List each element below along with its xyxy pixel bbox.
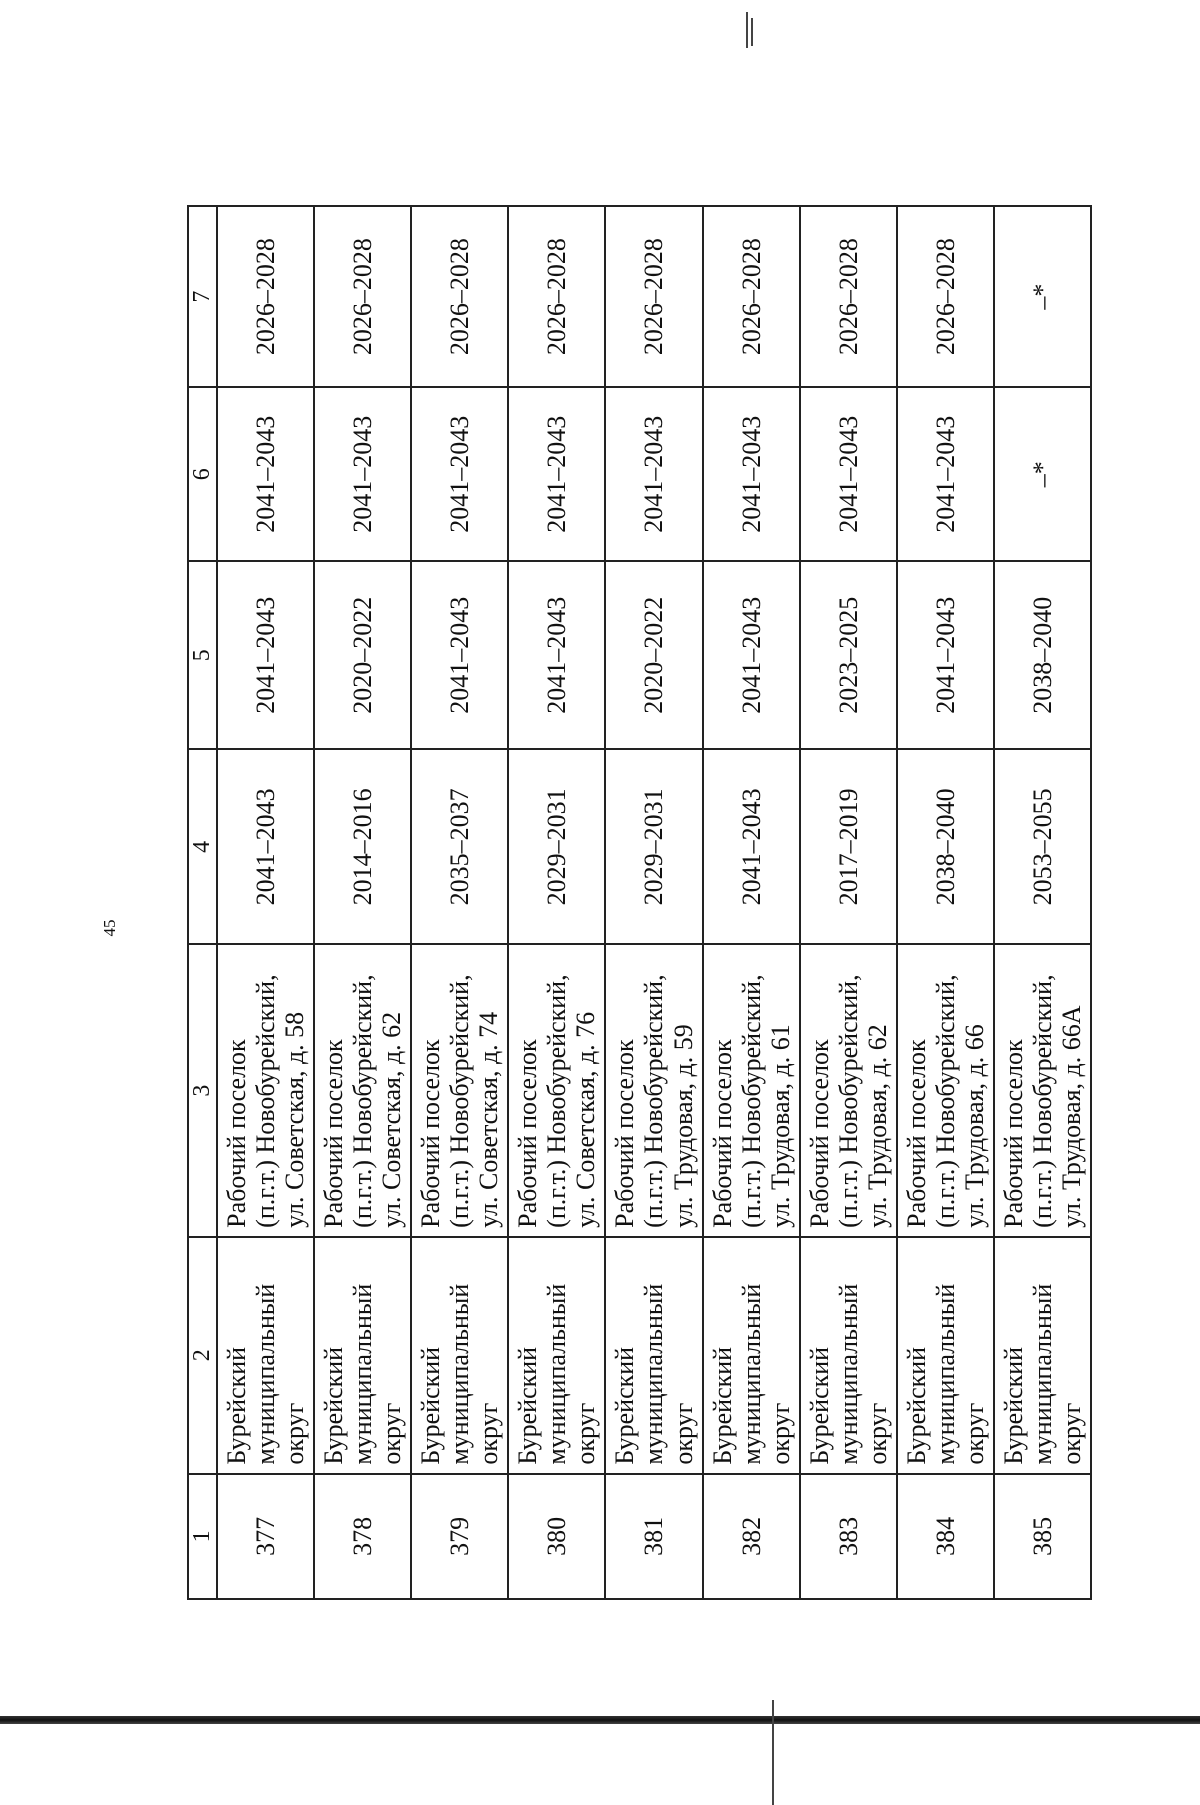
district-cell-line: Бурейский	[513, 1346, 543, 1465]
row-number-cell: 385	[994, 1474, 1091, 1599]
address-cell-line: (п.г.т.) Новобурейский,	[639, 974, 669, 1228]
address-cell-line: Рабочий поселок	[416, 1039, 446, 1228]
period-cell-col4: 2041–2043	[703, 749, 800, 944]
scan-tick-mark	[772, 1700, 774, 1805]
period-cell-col5: 2041–2043	[703, 561, 800, 749]
address-cell-line: Рабочий поселок	[221, 1039, 251, 1228]
address-cell	[605, 944, 702, 1237]
table-row	[508, 206, 605, 1599]
district-cell-line: Бурейский	[901, 1346, 931, 1465]
district-cell	[217, 1237, 314, 1474]
row-number-cell: 380	[508, 1474, 605, 1599]
document-table-container	[187, 205, 1092, 1600]
table-row	[800, 206, 897, 1599]
address-cell	[800, 944, 897, 1237]
period-cell-col5: 2041–2043	[508, 561, 605, 749]
district-cell-line: округ	[765, 1402, 795, 1465]
district-cell	[800, 1237, 897, 1474]
table-row	[314, 206, 411, 1599]
district-cell-line: Бурейский	[610, 1346, 640, 1465]
period-cell-col6: 2041–2043	[314, 387, 411, 561]
period-cell-col4: 2017–2019	[800, 749, 897, 944]
table-row	[411, 206, 508, 1599]
period-cell-col7: 2026–2028	[605, 206, 702, 387]
address-cell-line: Рабочий поселок	[998, 1039, 1028, 1228]
district-cell-line: муниципальный	[930, 1283, 960, 1465]
row-number-cell: 382	[703, 1474, 800, 1599]
district-cell-line: муниципальный	[445, 1283, 475, 1465]
page-number: 45	[100, 919, 119, 937]
scan-tick-mark	[751, 18, 753, 46]
district-cell-line: округ	[959, 1402, 989, 1465]
district-cell-line: округ	[377, 1402, 407, 1465]
address-cell-line: Рабочий поселок	[610, 1039, 640, 1228]
address-cell-line: ул. Советская, д. 76	[571, 1011, 601, 1228]
address-cell	[411, 944, 508, 1237]
period-cell-col7: –*	[994, 206, 1091, 387]
district-cell	[897, 1237, 994, 1474]
row-number-cell: 381	[605, 1474, 702, 1599]
row-number-cell: 378	[314, 1474, 411, 1599]
period-cell-col6: 2041–2043	[217, 387, 314, 561]
address-cell-line: ул. Трудовая, д. 61	[765, 1024, 795, 1228]
period-cell-col7: 2026–2028	[508, 206, 605, 387]
column-number: 5	[188, 561, 217, 749]
district-cell-line: Бурейский	[998, 1346, 1028, 1465]
address-cell-line: ул. Трудовая, д. 66А	[1057, 1005, 1087, 1228]
period-cell-col6: 2041–2043	[703, 387, 800, 561]
period-cell-col4: 2053–2055	[994, 749, 1091, 944]
table-row	[605, 206, 702, 1599]
row-number-cell: 377	[217, 1474, 314, 1599]
table-row	[994, 206, 1091, 1599]
district-cell	[605, 1237, 702, 1474]
district-cell-line: Бурейский	[707, 1346, 737, 1465]
period-cell-col6: 2041–2043	[508, 387, 605, 561]
district-cell-line: округ	[862, 1402, 892, 1465]
address-cell-line: Рабочий поселок	[901, 1039, 931, 1228]
column-number: 2	[188, 1237, 217, 1474]
address-cell	[217, 944, 314, 1237]
period-cell-col6: 2041–2043	[605, 387, 702, 561]
period-cell-col7: 2026–2028	[800, 206, 897, 387]
district-cell-line: округ	[668, 1402, 698, 1465]
address-cell-line: (п.г.т.) Новобурейский,	[833, 974, 863, 1228]
row-number-cell: 384	[897, 1474, 994, 1599]
period-cell-col5: 2038–2040	[994, 561, 1091, 749]
period-cell-col5: 2041–2043	[411, 561, 508, 749]
period-cell-col7: 2026–2028	[217, 206, 314, 387]
period-cell-col4: 2029–2031	[508, 749, 605, 944]
period-cell-col5: 2020–2022	[605, 561, 702, 749]
rotated-table-wrapper	[187, 205, 1092, 1600]
district-cell-line: муниципальный	[1027, 1283, 1057, 1465]
period-cell-col5: 2020–2022	[314, 561, 411, 749]
period-cell-col4: 2014–2016	[314, 749, 411, 944]
period-cell-col6: 2041–2043	[897, 387, 994, 561]
address-cell	[508, 944, 605, 1237]
table-row	[217, 206, 314, 1599]
address-cell-line: (п.г.т.) Новобурейский,	[445, 974, 475, 1228]
scan-tick-mark	[746, 12, 748, 48]
address-cell-line: Рабочий поселок	[707, 1039, 737, 1228]
district-cell-line: муниципальный	[348, 1283, 378, 1465]
period-cell-col4: 2029–2031	[605, 749, 702, 944]
period-cell-col7: 2026–2028	[411, 206, 508, 387]
address-cell	[994, 944, 1091, 1237]
column-number: 7	[188, 206, 217, 387]
district-cell	[508, 1237, 605, 1474]
address-cell-line: ул. Советская, д. 58	[280, 1011, 310, 1228]
period-cell-col6: 2041–2043	[411, 387, 508, 561]
district-cell	[411, 1237, 508, 1474]
district-cell-line: муниципальный	[833, 1283, 863, 1465]
column-number: 6	[188, 387, 217, 561]
district-cell-line: округ	[571, 1402, 601, 1465]
address-cell-line: ул. Трудовая, д. 62	[862, 1024, 892, 1228]
period-cell-col4: 2038–2040	[897, 749, 994, 944]
address-cell-line: (п.г.т.) Новобурейский,	[930, 974, 960, 1228]
address-cell	[314, 944, 411, 1237]
period-cell-col5: 2041–2043	[217, 561, 314, 749]
district-cell	[994, 1237, 1091, 1474]
address-cell-line: Рабочий поселок	[804, 1039, 834, 1228]
district-cell-line: Бурейский	[804, 1346, 834, 1465]
address-cell-line: ул. Советская, д. 74	[474, 1011, 504, 1228]
address-cell-line: ул. Советская, д. 62	[377, 1011, 407, 1228]
period-cell-col7: 2026–2028	[703, 206, 800, 387]
period-cell-col5: 2023–2025	[800, 561, 897, 749]
period-cell-col4: 2041–2043	[217, 749, 314, 944]
address-cell-line: (п.г.т.) Новобурейский,	[250, 974, 280, 1228]
table-row	[897, 206, 994, 1599]
district-cell	[703, 1237, 800, 1474]
district-cell-line: муниципальный	[736, 1283, 766, 1465]
period-cell-col4: 2035–2037	[411, 749, 508, 944]
table-row	[703, 206, 800, 1599]
address-cell	[703, 944, 800, 1237]
address-cell-line: (п.г.т.) Новобурейский,	[1027, 974, 1057, 1228]
period-cell-col5: 2041–2043	[897, 561, 994, 749]
address-cell-line: (п.г.т.) Новобурейский,	[542, 974, 572, 1228]
district-cell	[314, 1237, 411, 1474]
period-cell-col7: 2026–2028	[314, 206, 411, 387]
district-cell-line: округ	[474, 1402, 504, 1465]
address-cell-line: ул. Трудовая, д. 59	[668, 1024, 698, 1228]
period-cell-col6: 2041–2043	[800, 387, 897, 561]
column-number: 1	[188, 1474, 217, 1599]
district-cell-line: муниципальный	[639, 1283, 669, 1465]
address-cell-line: Рабочий поселок	[319, 1039, 348, 1228]
address-cell	[897, 944, 994, 1237]
address-cell-line: ул. Трудовая, д. 66	[959, 1024, 989, 1228]
district-cell-line: муниципальный	[250, 1283, 280, 1465]
district-cell-line: округ	[280, 1402, 310, 1465]
period-cell-col6: –*	[994, 387, 1091, 561]
column-number-row	[188, 206, 217, 1599]
scan-edge-line	[0, 1716, 1200, 1724]
period-cell-col7: 2026–2028	[897, 206, 994, 387]
district-cell-line: Бурейский	[319, 1346, 348, 1465]
column-number: 3	[188, 944, 217, 1237]
address-cell-line: Рабочий поселок	[513, 1039, 543, 1228]
row-number-cell: 379	[411, 1474, 508, 1599]
district-cell-line: Бурейский	[416, 1346, 446, 1465]
row-number-cell: 383	[800, 1474, 897, 1599]
district-cell-line: Бурейский	[221, 1346, 251, 1465]
column-number: 4	[188, 749, 217, 944]
district-cell-line: округ	[1057, 1402, 1087, 1465]
address-cell-line: (п.г.т.) Новобурейский,	[348, 974, 378, 1228]
document-table	[187, 205, 1092, 1600]
district-cell-line: муниципальный	[542, 1283, 572, 1465]
address-cell-line: (п.г.т.) Новобурейский,	[736, 974, 766, 1228]
